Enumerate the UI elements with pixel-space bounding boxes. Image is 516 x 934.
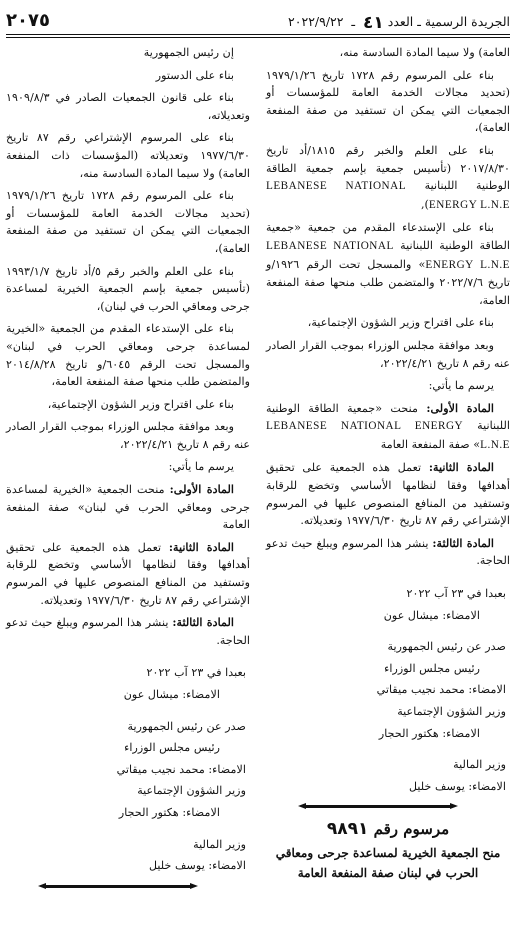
decree-label: مرسوم رقم bbox=[373, 820, 450, 839]
issue-date: ٢٠٢٢/٩/٢٢ bbox=[288, 14, 344, 29]
latin-name: LEBANESE NATIONAL ENERGY L.N.E bbox=[266, 180, 510, 211]
header-rule bbox=[6, 34, 510, 35]
page-number: ٢٠٧٥ bbox=[6, 10, 50, 31]
issue-number: ٤١ bbox=[363, 13, 384, 33]
signature-social-affairs-minister: الامضاء: هكتور الحجار bbox=[118, 805, 220, 819]
paragraph: وبعد موافقة مجلس الوزراء بموجب القرار الصادر عنه رقم ٨ تاريخ ٢٠٢٢/٤/٢١، bbox=[6, 420, 250, 451]
signing-place-date: بعبدا في ٢٣ آب ٢٠٢٢ bbox=[406, 587, 506, 601]
gazette-name: الجريدة الرسمية ـ العدد bbox=[387, 14, 510, 29]
signature-finance-minister: الامضاء: يوسف خليل bbox=[408, 779, 506, 793]
paragraph: بناء على قانون الجمعيات الصادر في ١٩٠٩/٨/٣ وتعديلاته، bbox=[6, 91, 250, 122]
decree-formula: يرسم ما يأتي: bbox=[168, 460, 234, 474]
paragraph: إن رئيس الجمهورية bbox=[143, 46, 234, 59]
paragraph: بناء على العلم والخبر رقم ٥/أد تاريخ ١٩٩٣/١/٧ (تأسيس جمعية بإسم الجمعية الخيرية لمساعدة جرحى ومعاقي الحرب في لبنان)، bbox=[6, 264, 250, 313]
paragraph: بناء على الإستدعاء المقدم من الجمعية «الخيرية لمساعدة جرحى ومعاقي الحرب في لبنان» والمسجل تحت الرقم ٦٠٤٥/و تاريخ ٢٠١٤/٨/٢٨ والمتضمن طلب منحها صفة المنفعة العامة، bbox=[6, 322, 250, 389]
signing-place-date: بعبدا في ٢٣ آب ٢٠٢٢ bbox=[146, 666, 246, 680]
article-3 bbox=[6, 614, 250, 649]
paragraph: وبعد موافقة مجلس الوزراء بموجب القرار الصادر عنه رقم ٨ تاريخ ٢٠٢٢/٤/٢١، bbox=[266, 338, 510, 370]
signature-prime-minister: الامضاء: محمد نجيب ميقاتي bbox=[116, 762, 246, 776]
paragraph: العامة) ولا سيما المادة السادسة منه، bbox=[339, 46, 510, 59]
decree-title: منح الجمعية الخيرية لمساعدة جرحى ومعاقي الحرب في لبنان صفة المنفعة العامة bbox=[275, 845, 501, 880]
article-1 bbox=[6, 481, 250, 534]
header-rule-thin bbox=[6, 37, 510, 38]
left-column bbox=[6, 44, 250, 901]
signature-president: الامضاء: ميشال عون bbox=[123, 688, 220, 701]
article-text: ينشر هذا المرسوم ويبلغ حيث تدعو الحاجة. bbox=[6, 616, 250, 647]
issued-by: صدر عن رئيس الجمهورية bbox=[127, 719, 246, 733]
prime-minister-title: رئيس مجلس الوزراء bbox=[124, 741, 220, 755]
article-label: المادة الأولى: bbox=[169, 482, 235, 497]
paragraph: بناء على اقتراح وزير الشؤون الإجتماعية، bbox=[47, 397, 234, 411]
signature-social-affairs-minister: الامضاء: هكتور الحجار bbox=[378, 726, 480, 740]
article-label: المادة الثانية: bbox=[428, 460, 494, 475]
decree-formula: يرسم ما يأتي: bbox=[428, 379, 494, 393]
finance-minister-title: وزير المالية bbox=[193, 837, 246, 851]
article-2 bbox=[6, 539, 250, 609]
issued-by: صدر عن رئيس الجمهورية bbox=[387, 640, 506, 654]
paragraph: بناء على الدستور bbox=[155, 68, 234, 82]
article-text: منحت «جمعية الطاقة الوطنية اللبنانية bbox=[266, 401, 510, 433]
paragraph-text: بناء على العلم والخبر رقم ١٨١٥/أد تاريخ ٢٠١٧/٨/٣٠ (تأسيس جمعية بإسم جمعية الطاقة الوطنية اللبنانية bbox=[266, 143, 510, 193]
paragraph-end: » والمسجل تحت الرقم ١٩٢٦/و تاريخ ٢٠٢٢/٧/٦ والمتضمن طلب منحها صفة المنفعة العامة، bbox=[266, 257, 510, 307]
paragraph: بناء على المرسوم رقم ١٧٢٨ تاريخ ١٩٧٩/١/٢٦ (تحديد مجالات الخدمة العامة للمؤسسات أو الجمعيات التي يمكن ان تستفيد من صفة المنفعة العامة)، bbox=[6, 189, 250, 255]
paragraph bbox=[266, 219, 510, 309]
paragraph-end: ), bbox=[420, 197, 429, 211]
page-header bbox=[6, 10, 510, 34]
article-label: المادة الثالثة: bbox=[432, 535, 494, 550]
article-text: منحت الجمعية «الخيرية لمساعدة جرحى ومعاقي الحرب في لبنان» صفة المنفعة العامة bbox=[6, 483, 250, 532]
decree-number: ٩٨٩١ bbox=[326, 819, 369, 840]
article-text: تعمل هذه الجمعية على تحقيق أهدافها وفقا لنظامها الأساسي وتخضع للرقابة وتستفيد من المنافع المنصوص عليها في المرسوم الإشتراعي رقم ٨٧ تاريخ ١٩٧٧/٦/٣٠ وتعديلاته. bbox=[266, 461, 510, 528]
article-text: تعمل هذه الجمعية على تحقيق أهدافها وفقا لنظامها الأساسي وتخضع للرقابة وتستفيد من المنافع المنصوص عليها في المرسوم الإشتراعي رقم ٨٧ تاريخ ١٩٧٧/٦/٣٠ وتعديلاته. bbox=[6, 540, 250, 607]
paragraph bbox=[266, 142, 510, 214]
paragraph-text: بناء على الإستدعاء المقدم من جمعية «جمعية الطاقة الوطنية اللبنانية bbox=[266, 221, 510, 252]
decree-heading bbox=[266, 821, 510, 839]
article-3 bbox=[266, 535, 510, 570]
article-label: المادة الثانية: bbox=[168, 539, 234, 554]
latin-name: LEBANESE NATIONAL ENERGY L.N.E bbox=[266, 239, 510, 271]
paragraph: بناء على اقتراح وزير الشؤون الإجتماعية، bbox=[307, 316, 494, 330]
article-end: » صفة المنفعة العامة bbox=[380, 437, 481, 451]
separator-ornament bbox=[266, 801, 510, 811]
latin-name: LEBANESE NATIONAL ENERGY L.N.E bbox=[266, 420, 510, 451]
right-column bbox=[266, 44, 510, 883]
gazette-title: الجريدة الرسمية ـ العدد ٤١ ـ ٢٠٢٢/٩/٢٢ bbox=[288, 13, 510, 33]
paragraph: بناء على المرسوم الإشتراعي رقم ٨٧ تاريخ ١٩٧٧/٦/٣٠ وتعديلاته (المؤسسات ذات المنفعة العامة) ولا سيما المادة السادسة منه، bbox=[6, 131, 250, 180]
signature-prime-minister: الامضاء: محمد نجيب ميقاتي bbox=[376, 683, 506, 697]
article-text: ينشر هذا المرسوم ويبلغ حيث تدعو الحاجة. bbox=[266, 536, 510, 568]
prime-minister-title: رئيس مجلس الوزراء bbox=[384, 661, 480, 675]
signature-president: الامضاء: ميشال عون bbox=[383, 608, 480, 622]
paragraph: بناء على المرسوم رقم ١٧٢٨ تاريخ ١٩٧٩/١/٢٦ (تحديد مجالات الخدمة العامة للمؤسسات أو الجمعيات التي يمكن ان تستفيد من صفة المنفعة العامة)، bbox=[266, 68, 510, 135]
social-affairs-minister-title: وزير الشؤون الإجتماعية bbox=[137, 784, 246, 798]
social-affairs-minister-title: وزير الشؤون الإجتماعية bbox=[397, 705, 506, 718]
article-2 bbox=[266, 459, 510, 529]
article-label: المادة الثالثة: bbox=[172, 615, 234, 630]
finance-minister-title: وزير المالية bbox=[453, 758, 506, 772]
article-1 bbox=[266, 400, 510, 455]
separator-ornament bbox=[6, 881, 250, 891]
article-label: المادة الأولى: bbox=[426, 400, 494, 415]
signature-finance-minister: الامضاء: يوسف خليل bbox=[148, 859, 246, 873]
